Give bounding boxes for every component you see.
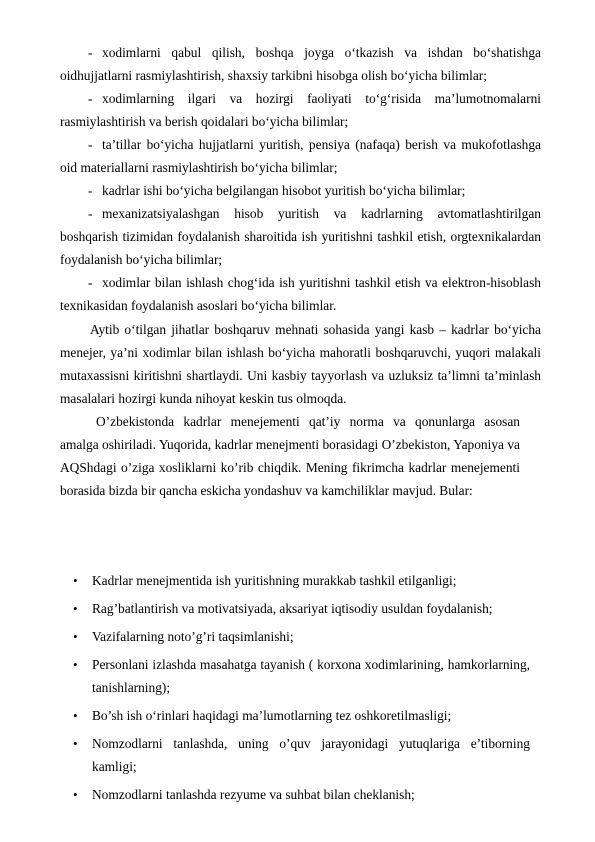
bullet-icon: • xyxy=(73,629,78,644)
dash-item-text: xodimlar bilan ishlash chog‘ida ish yuritishni tashkil etish va elektron-hisoblash texnikasidan foydalanish asoslari bo‘yicha bilimlar. xyxy=(60,275,541,313)
dash-item-text: mexanizatsiyalashgan hisob yuritish va kadrlarning avtomatlashtirilgan boshqarish tizimidan foydalanish sharoitida ish yuritishni tashkil etish, orgtexnikalardan foydalanish bo‘yicha bilimlar; xyxy=(60,206,541,267)
list-item xyxy=(60,597,530,620)
paragraph-aytib: Aytib o‘tilgan jihatlar boshqaruv mehnati sohasida yangi kasb – kadrlar bo‘yicha menejer, ya’ni xodimlar bilan ishlash bo‘yicha mahoratli boshqaruvchi, yuqori malakali mutaxassisni kiritishni shartlaydi. Uni kasbiy tayyorlash va uzluksiz ta’limni ta’minlash masalalari hozirgi kunda nihoyat keskin tus olmoqda. xyxy=(60,322,541,406)
bullet-icon: • xyxy=(73,708,78,723)
paragraph-ozbekistonda: O’zbekistonda kadrlar menejementi qat’iy norma va qonunlarga asosan amalga oshiriladi. Yuqorida, kadrlar menejmenti borasidagi O’zbekiston, Yaponiya va AQShdagi o’ziga xosliklarni ko’rib chiqdik. Mening fikrimcha kadrlar menejementi borasida bizda bir qancha eskicha yondashuv va kamchiliklar mavjud. Bular: xyxy=(60,414,520,498)
dash-marker: - xyxy=(88,137,93,152)
dash-item-1 xyxy=(60,41,541,87)
dash-marker: - xyxy=(88,275,93,290)
list-item xyxy=(60,625,530,648)
dash-item-4 xyxy=(60,179,541,202)
dash-marker: - xyxy=(88,45,93,60)
dash-item-text: xodimlarni qabul qilish, boshqa joyga o‘tkazish va ishdan bo‘shatishga oidhujjatlarni rasmiylashtirish, shaxsiy tarkibni hisobga olish bo‘yicha bilimlar; xyxy=(60,45,541,83)
list-item-text: Bo’sh ish o‘rinlari haqidagi ma’lumotlarning tez oshkoretilmasligi; xyxy=(92,708,452,723)
dash-item-text: ta’tillar bo‘yicha hujjatlarni yuritish, pensiya (nafaqa) berish va mukofotlashga oid materiallarni rasmiylashtirish bo‘yicha bilimlar; xyxy=(60,137,541,175)
dash-marker: - xyxy=(88,206,93,221)
dash-item-text: kadrlar ishi bo‘yicha belgilangan hisobot yuritish bo‘yicha bilimlar; xyxy=(102,183,466,198)
dash-marker: - xyxy=(88,91,93,106)
bullet-icon: • xyxy=(73,573,78,588)
bullet-icon: • xyxy=(73,657,78,672)
list-item xyxy=(60,732,530,778)
dash-item-2 xyxy=(60,87,541,133)
dash-item-3 xyxy=(60,133,541,179)
dash-item-6 xyxy=(60,271,541,317)
list-item-text: Nomzodlarni tanlashda rezyume va suhbat bilan cheklanish; xyxy=(92,787,415,802)
list-item-text: Rag’batlantirish va motivatsiyada, aksariyat iqtisodiy usuldan foydalanish; xyxy=(92,601,493,616)
bullet-list xyxy=(60,569,530,811)
list-item-text: Vazifalarning noto’g’ri taqsimlanishi; xyxy=(92,629,294,644)
list-item xyxy=(60,704,530,727)
list-item xyxy=(60,569,530,592)
list-item-text: Nomzodlarni tanlashda, uning o’quv jarayonidagi yutuqlariga e’tiborning kamligi; xyxy=(92,736,530,774)
dash-marker: - xyxy=(88,183,93,198)
bullet-icon: • xyxy=(73,601,78,616)
list-item xyxy=(60,653,530,699)
list-item-text: Kadrlar menejmentida ish yuritishning murakkab tashkil etilganligi; xyxy=(92,573,457,588)
list-item-text: Personlani izlashda masahatga tayanish ( korxona xodimlarining, hamkorlarning, tanishlarning); xyxy=(92,657,530,695)
bullet-icon: • xyxy=(73,787,78,802)
dash-item-5 xyxy=(60,202,541,271)
dash-item-text: xodimlarning ilgari va hozirgi faoliyati to‘g‘risida ma’lumotnomalarni rasmiylashtirish va berish qoidalari bo‘yicha bilimlar; xyxy=(60,91,541,129)
bullet-icon: • xyxy=(73,736,78,751)
list-item xyxy=(60,783,530,806)
